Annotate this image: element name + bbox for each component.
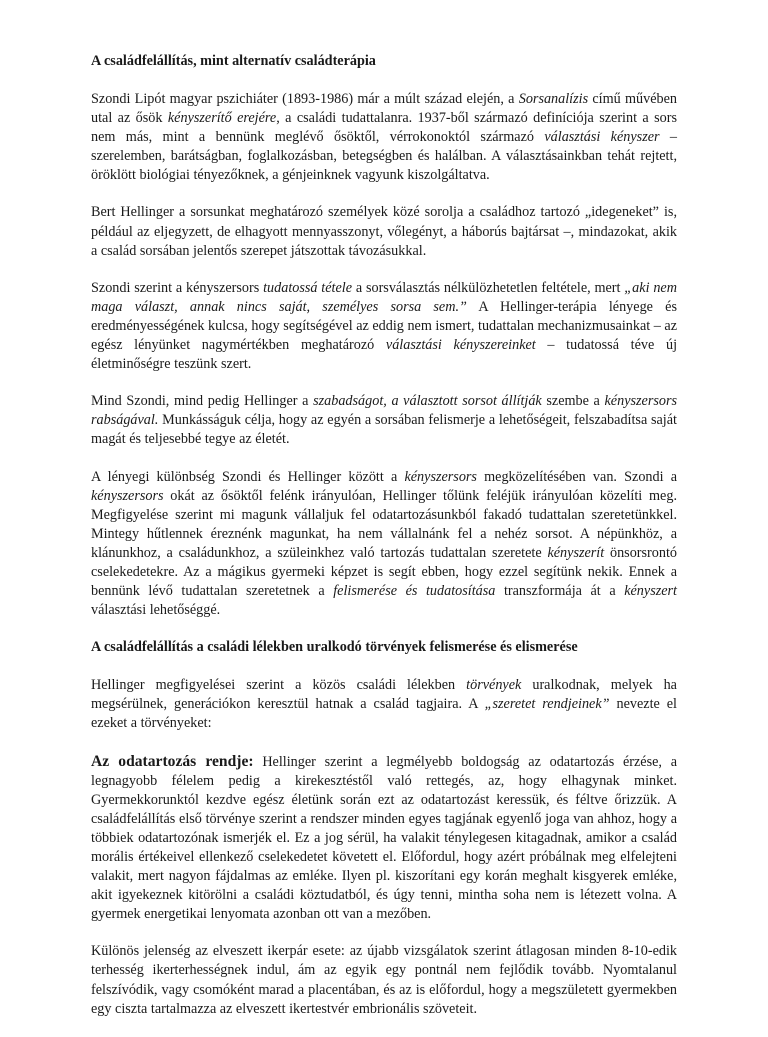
text-run: Mind Szondi, mind pedig Hellinger a xyxy=(91,393,314,410)
text-run: Munkásságuk célja, hogy az egyén a sorsában felismerje a lehetőségeit, felszabadítsa saját magát és teljesebbé tegye az életét. xyxy=(91,412,677,448)
text-run: önsorsrontó cselekedetekre. Az a mágikus gyermeki képzet is segít ebben, hogy ezzel segítünk nekik. Ennek a bennünk lévő tudattalan szeretetnek a xyxy=(91,544,677,600)
paragraph-8 xyxy=(91,942,677,1018)
section-heading-2: A családfelállítás a családi lélekben uralkodó törvények felismerése és elismerése xyxy=(91,639,578,656)
text-run: transzformája át a xyxy=(495,583,625,600)
paragraph-7-lead: Az odatartozás rendje: xyxy=(91,752,254,770)
italic-run: Sorsanalízis xyxy=(518,91,589,107)
text-run: Különös jelenség az elveszett ikerpár esete: az újabb vizsgálatok szerint átlagosan minden 8-10-edik terhesség ikerterhességnek indul, ám az egyik egy pontnál nem fejlődik tovább. Nyomtalanul felszívódik, vagy csomóként marad a placentában, és az is előfordul, hogy a megszületett gyermekben egy ciszta tartalmazza az elveszett ikertestvér embrionális szöveteit. xyxy=(91,943,677,1017)
text-run: A lényegi különbség Szondi és Hellinger között a xyxy=(91,468,405,485)
paragraph-5 xyxy=(91,468,677,621)
text-run: választási lehetőséggé. xyxy=(91,602,221,619)
text-run: A Hellinger-terápia lényege és eredményességének kulcsa, hogy segítségével az eddig nem ismert, tudattalan mechanizmusainkat – az egész lényünket nagymértékben meghatározó xyxy=(91,298,677,354)
italic-run: felismerése és tudatosítása xyxy=(333,583,496,600)
italic-run: „szeretet rendjeinek” xyxy=(484,696,610,713)
text-run: című művében utal az ősök xyxy=(91,91,678,127)
text-run: Hellinger szerint a legmélyebb boldogság az odatartozás érzése, a legnagyobb félelem pedig a kirekesztéstől való rettegés, az, hogy elhagynak minket. Gyermekkorunktól kezdve egész életünk során ezt az odatartozást keressük, és féltve őrizzük. A családfelállítás első törvénye szerint a rendszer minden egyes tagjának egyenlő joga van ahhoz, hogy a többiek odatartozónak ismerjék el. Ez a jog sérül, ha valakit ténylegesen kitagadnak, amikor a család morális értékeivel ellenkező cselekedetet követett el. Előfordul, hogy azért próbálnak meg elfelejteni valakit, mert nagyon fájdalmas az emléke. Ilyen pl. kiszorítani egy korán meghalt kisgyerek emléke, akit igyekeznek kitörölni a családi köztudatból, és úgy tenni, mintha soha nem is létezett volna. A gyermek energetikai lenyomata azonban ott van a mezőben. xyxy=(91,753,677,923)
text-run: uralkodnak, melyek ha megsérülnek, generációkon keresztül hatnak a család tagjaira. A xyxy=(91,677,677,713)
italic-run: választási kényszereinket xyxy=(385,337,536,354)
italic-run: szabadságot, a választott sorsot állítják xyxy=(313,393,542,410)
text-run: a sorsválasztás nélkülözhetetlen feltétele, mert xyxy=(352,279,625,296)
paragraph-4 xyxy=(91,392,677,449)
text-run: okát az ősöktől felénk irányulóan, Hellinger tőlünk feléjük irányulóan közelíti meg. Megfigyelése szerint mi magunk vállaljuk fel odatartozásunkból fakadó tudattalan szeretetünkkel. Mintegy hűtlennek éreznénk magunkat, ha nem vállalnánk fel a nehéz sorsot. A népünkhöz, a klánunkhoz, a családunkhoz, a szüleinkhez való tartozás tudattalan szeretete xyxy=(91,487,677,561)
italic-run: kényszert xyxy=(624,583,677,600)
paragraph-7-body xyxy=(91,754,677,923)
text-run: Szondi Lipót magyar pszichiáter (1893-1986) már a múlt század elején, a xyxy=(91,91,519,107)
text-run: , a családi tudattalanra. 1937-ből származó definíciója szerint a sors nem más, mint a bennünk meglévő ősöktől, vérrokonoktól származó xyxy=(91,110,677,146)
text-run: Szondi szerint a kényszersors xyxy=(91,279,264,296)
italic-run: törvények xyxy=(466,677,522,694)
text-run: nevezte el ezeket a törvényeket: xyxy=(91,696,677,732)
paragraph-6 xyxy=(91,676,677,733)
italic-run: választási kényszer xyxy=(544,129,660,146)
italic-run: kényszersors xyxy=(404,468,477,485)
text-run: Hellinger megfigyelései szerint a közös családi lélekben xyxy=(91,677,467,694)
italic-run: tudatossá tétele xyxy=(263,279,353,296)
italic-run: „aki nem maga választ, annak nincs saját, személyes sorsa sem.” xyxy=(91,279,677,315)
italic-run: kényszerít xyxy=(547,544,605,561)
italic-run: kényszersors xyxy=(91,487,164,504)
paragraph-3 xyxy=(91,279,677,374)
paragraph-2 xyxy=(91,203,677,260)
section-heading-1: A családfelállítás, mint alternatív családterápia xyxy=(91,53,376,69)
text-run: – tudatossá téve új életminőségre teszünk szert. xyxy=(91,337,678,373)
paragraph-7 xyxy=(91,752,677,925)
paragraph-1 xyxy=(91,90,677,185)
text-run: szembe a xyxy=(541,393,605,410)
text-run: Bert Hellinger a sorsunkat meghatározó személyek közé sorolja a családhoz tartozó „idegeneket” is, például az eljegyzett, de elhagyott mennyasszonyt, vőlegényt, a háborús bajtársat –, mindazokat, akik a család sorsában jelentős szerepet játszottak távozásukkal. xyxy=(91,204,677,259)
text-run: megközelítésében van. Szondi a xyxy=(476,468,678,485)
italic-run: kényszerítő erejére xyxy=(167,110,277,127)
document-page xyxy=(91,52,677,1037)
italic-run: kényszersors rabságával. xyxy=(91,393,678,429)
text-run: – szerelemben, barátságban, foglalkozásban, betegségben és halálban. A választásainkban tehát rejtett, öröklött biológiai tényezőknek, a génjeinknek vagyunk kiszolgáltatva. xyxy=(91,129,677,184)
